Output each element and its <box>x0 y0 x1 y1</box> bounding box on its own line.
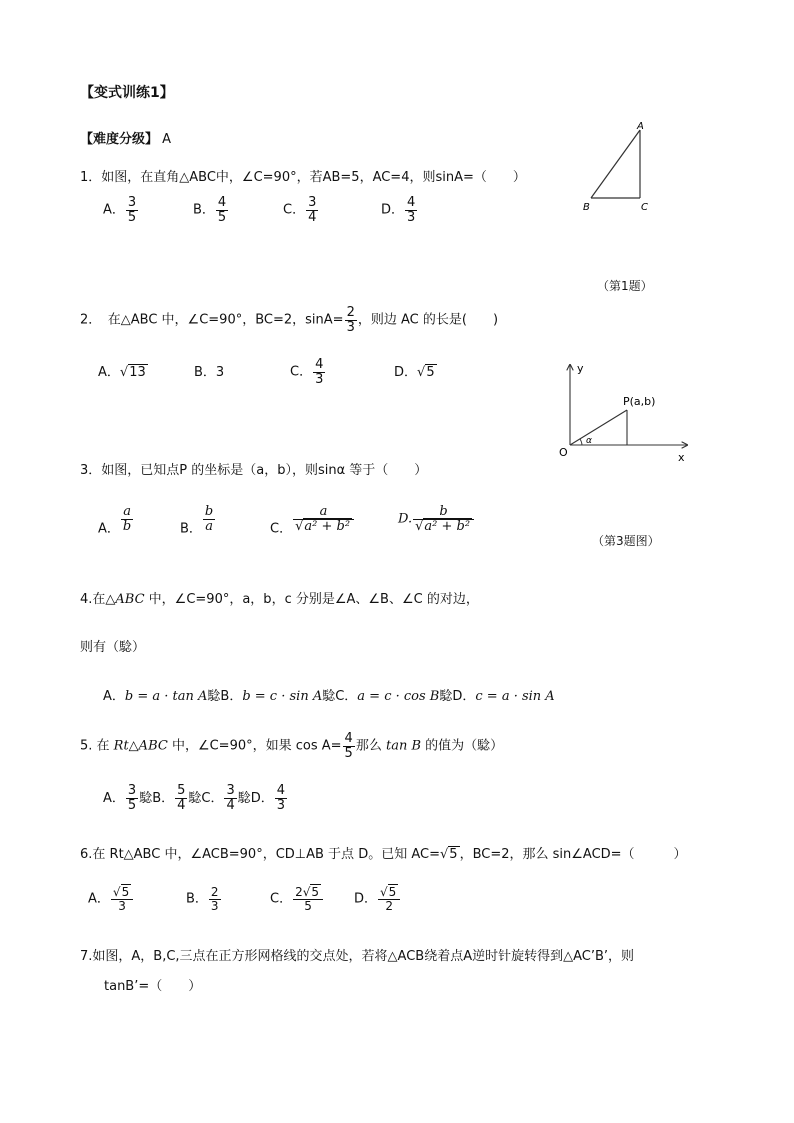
q6-option-b: B． $\frac{2}{3}$ <box>186 885 219 913</box>
vertex-b-label: B <box>583 202 590 213</box>
q1-option-a: A． $\frac{3}{5}$ <box>103 195 137 225</box>
q6-stem: 6.在 Rt△ABC 中，∠ACB=90°，CD⊥AB 于点 D。已知 AC=√5 ，BC=2，那么 sin∠ACD=（ ） <box>80 847 687 862</box>
alpha-label: α <box>586 436 592 446</box>
q3-option-c: C． $\frac{a}{\text{√a² + b²}}$ <box>270 505 398 537</box>
q4-options <box>103 685 555 704</box>
y-axis-label: y <box>577 362 584 375</box>
segment-op <box>570 410 627 445</box>
side-ab <box>591 130 640 198</box>
difficulty-value: A <box>162 132 172 147</box>
x-axis-label: x <box>678 451 685 464</box>
training-heading: 【变式训练1】 <box>80 85 174 101</box>
q4-line2: 则有（騐） <box>80 640 146 655</box>
q5-options <box>103 784 288 812</box>
q1-option-d: D． $\frac{4}{3}$ <box>381 195 416 225</box>
q1-stem: 1．如图，在直角△ABC中，∠C=90°，若AB=5，AC=4，则sinA=（ ） <box>80 170 526 185</box>
vertex-a-label: A <box>637 121 644 132</box>
q6-option-c: C． $\frac{2√5}{5}$ <box>270 886 354 912</box>
q2-options <box>98 358 437 386</box>
difficulty-label: 【难度分级】 <box>80 132 159 147</box>
q6-option-d: D． $\frac{√5}{2}$ <box>354 886 401 912</box>
vertex-c-label: C <box>641 202 648 213</box>
q2-stem: 2． 在△ABC 中，∠C=90°，BC=2，sinA= $\frac{2}{3}$ ，则边 AC 的长是( ) <box>80 305 499 335</box>
angle-arc <box>580 439 582 445</box>
origin-label: O <box>559 446 568 459</box>
q3-caption: （第3题图） <box>592 534 660 548</box>
q3-option-a: A． $\frac{a}{b}$ <box>98 504 132 537</box>
q7-line2: tanB’=（ ） <box>104 979 202 994</box>
q4-option-b: 騐B．b = c · sin A <box>207 689 323 704</box>
q5-option-d: 騐D． $\frac{4}{3}$ <box>237 783 286 813</box>
q3-stem: 3．如图，已知点P 的坐标是（a，b），则sinα 等于（ ） <box>80 463 428 478</box>
q1-options <box>103 196 418 224</box>
q6-option-a: A． $\frac{√5}{3}$ <box>88 886 186 912</box>
q5-option-b: 騐B． $\frac{5}{4}$ <box>139 783 186 813</box>
q2-option-b: B．3 <box>194 364 225 380</box>
q6-options <box>88 886 401 912</box>
q3-option-b: B． $\frac{b}{a}$ <box>180 504 214 537</box>
q1-option-c: C． $\frac{3}{4}$ <box>283 195 317 225</box>
q1-caption: （第1题） <box>597 279 653 293</box>
q4-option-d: 騐D．c = a · sin A <box>439 689 555 704</box>
q3-options <box>98 505 475 537</box>
q1-triangle-figure <box>575 120 655 220</box>
q7-line1: 7.如图，A，B,C,三点在正方形网格线的交点处，若将△ACB绕着点A逆时针旋转得到△AC’B’，则 <box>80 949 635 964</box>
q4-stem: 4.在△ABC 中，∠C=90°，a，b，c 分别是∠A、∠B、∠C 的对边， <box>80 592 479 607</box>
q2-option-a: A．√13 <box>98 364 146 380</box>
difficulty-heading <box>80 128 171 147</box>
q5-option-a: A． $\frac{3}{5}$ <box>103 783 137 813</box>
q2-option-d: D．√5 <box>394 364 435 380</box>
q4-option-a: A．b = a · tan A <box>103 689 208 704</box>
q3-option-d: D. $\frac{b}{\text{√a² + b²}}$ <box>398 505 475 533</box>
point-p-label: P(a,b) <box>623 395 656 408</box>
q4-option-c: 騐C．a = c · cos B <box>322 689 440 704</box>
q5-option-c: 騐C． $\frac{3}{4}$ <box>188 783 235 813</box>
q1-option-b: B． $\frac{4}{5}$ <box>193 195 227 225</box>
q3-coordinate-figure <box>555 360 695 470</box>
q5-stem: 5. 在 Rt△ABC 中，∠C=90°，如果 cos A= $\frac{4}{5}$ 那么 tan B 的值为（騐） <box>80 731 504 761</box>
q2-option-c: C． $\frac{4}{3}$ <box>290 357 324 387</box>
